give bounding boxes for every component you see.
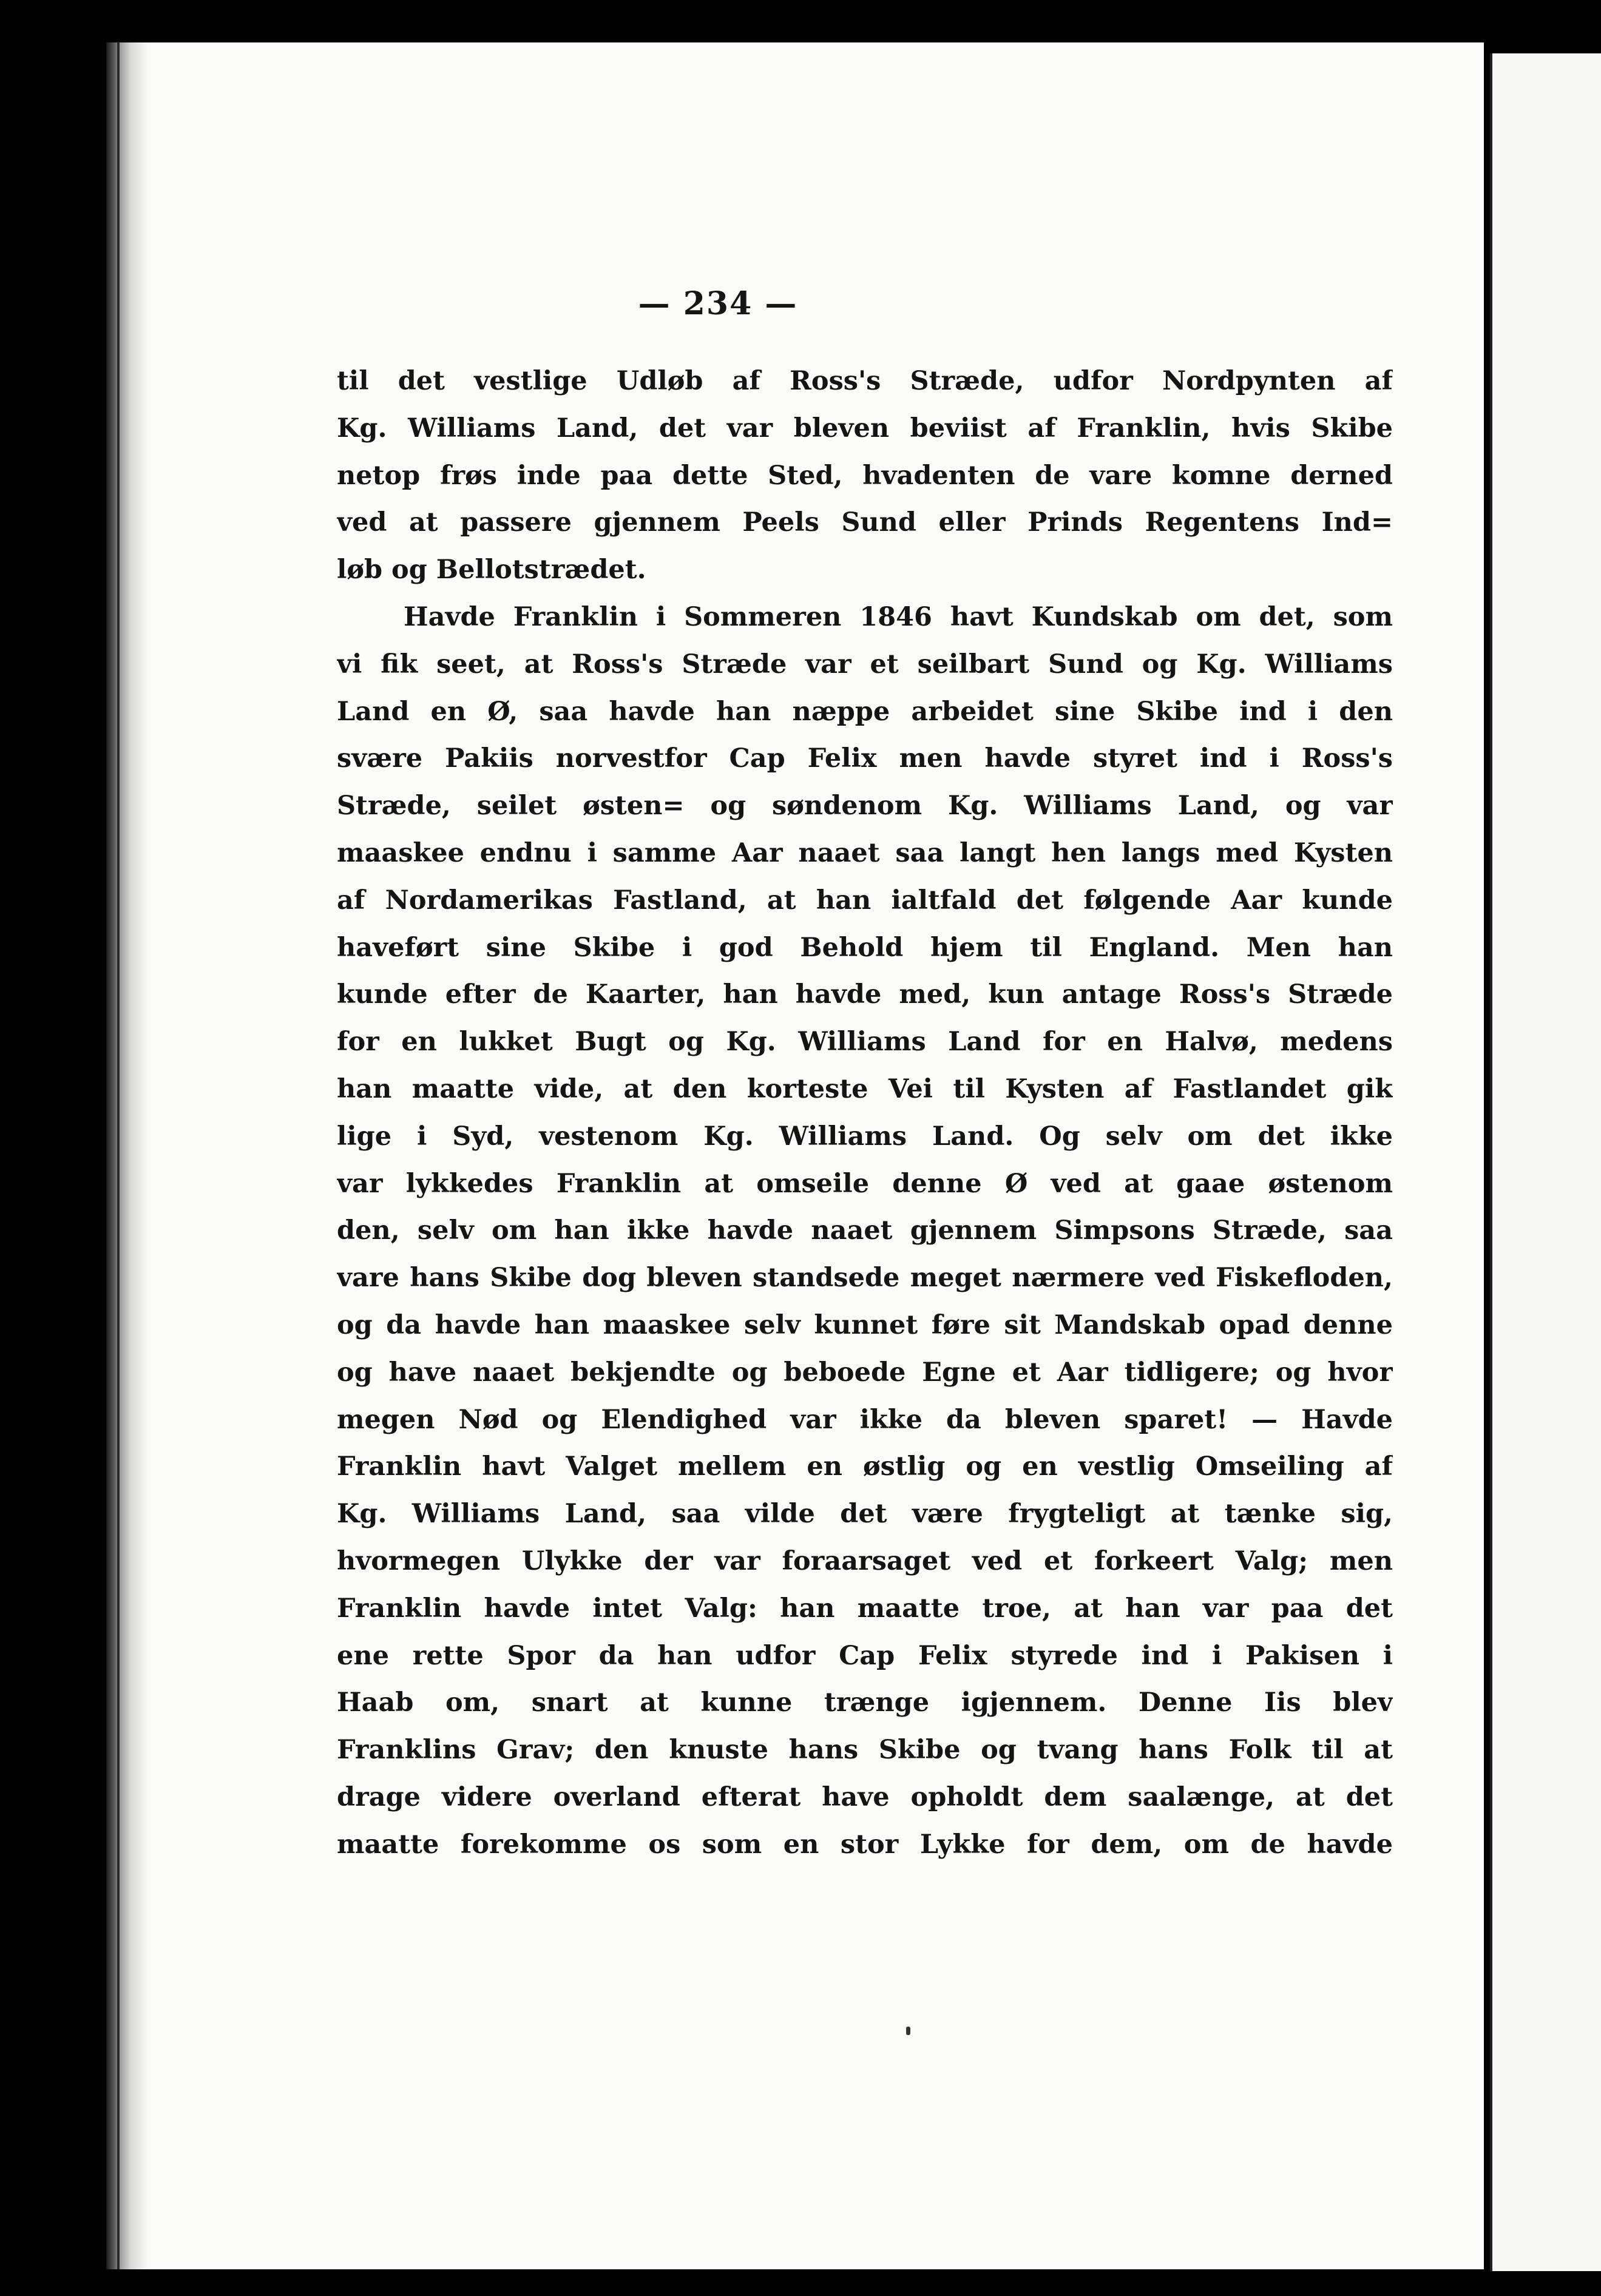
text-line: Franklin havde intet Valg: han maatte troe, at han var paa det [337,1593,1393,1624]
text-line: og da havde han maaskee selv kunnet føre sit Mandskab opad denne [337,1309,1393,1340]
text-line: Kg. Williams Land, det var bleven beviist af Franklin, hvis Skibe [337,413,1393,444]
ink-speck [906,2027,910,2035]
text-line: drage videre overland efterat have opholdt dem saalænge, at det [337,1781,1393,1812]
gutter-shadow [106,42,149,2269]
text-line: løb og Bellotstrædet. [337,555,646,586]
text-line: ene rette Spor da han udfor Cap Felix styrede ind i Pakisen i [337,1640,1393,1671]
text-line: Stræde, seilet østen= og søndenom Kg. Williams Land, og var [337,791,1393,822]
text-line: megen Nød og Elendighed var ikke da bleven sparet! — Havde [337,1404,1393,1435]
gutter-edge [117,42,120,2269]
text-line: Franklin havt Valget mellem en østlig og en vestlig Omseiling af [337,1451,1393,1482]
book-page [106,42,1484,2269]
text-line: haveført sine Skibe i god Behold hjem til England. Men han [337,932,1393,963]
adjacent-page-edge [1490,53,1601,2271]
text-line: var lykkedes Franklin at omseile denne Ø ved at gaae østenom [337,1168,1393,1199]
text-line: svære Pakiis norvestfor Cap Felix men havde styret ind i Ross's [337,743,1393,774]
text-line: den, selv om han ikke havde naaet gjennem Simpsons Stræde, saa [337,1215,1393,1246]
text-line: vi fik seet, at Ross's Stræde var et seilbart Sund og Kg. Williams [337,649,1393,680]
page-number: — 234 — [638,285,798,322]
text-line: kunde efter de Kaarter, han havde med, kun antage Ross's Stræde [337,979,1393,1010]
body-text [337,358,1393,1869]
text-line: og have naaet bekjendte og beboede Egne et Aar tidligere; og hvor [337,1357,1393,1388]
text-line: maatte forekomme os som en stor Lykke for dem, om de havde [337,1829,1393,1860]
text-line: Havde Franklin i Sommeren 1846 havt Kundskab om det, som [404,601,1393,632]
text-line: af Nordamerikas Fastland, at han ialtfald det følgende Aar kunde [337,885,1393,916]
text-line: lige i Syd, vestenom Kg. Williams Land. Og selv om det ikke [337,1121,1393,1152]
text-line: Land en Ø, saa havde han næppe arbeidet sine Skibe ind i den [337,696,1393,727]
text-line: vare hans Skibe dog bleven standsede meget nærmere ved Fiskefloden, [337,1263,1393,1294]
text-line: for en lukket Bugt og Kg. Williams Land for en Halvø, medens [337,1027,1393,1058]
text-line: til det vestlige Udløb af Ross's Stræde, udfor Nordpynten af [337,366,1393,396]
text-line: hvormegen Ulykke der var foraarsaget ved et forkeert Valg; men [337,1545,1393,1576]
text-line: ved at passere gjennem Peels Sund eller Prinds Regentens Ind= [337,507,1393,538]
text-line: Kg. Williams Land, saa vilde det være frygteligt at tænke sig, [337,1499,1393,1530]
text-line: Haab om, snart at kunne trænge igjennem. Denne Iis blev [337,1687,1393,1718]
text-line: han maatte vide, at den korteste Vei til Kysten af Fastlandet gik [337,1073,1393,1104]
text-line: Franklins Grav; den knuste hans Skibe og tvang hans Folk til at [337,1735,1393,1766]
text-line: netop frøs inde paa dette Sted, hvadenten de vare komne derned [337,460,1393,491]
text-line: maaskee endnu i samme Aar naaet saa langt hen langs med Kysten [337,837,1393,868]
